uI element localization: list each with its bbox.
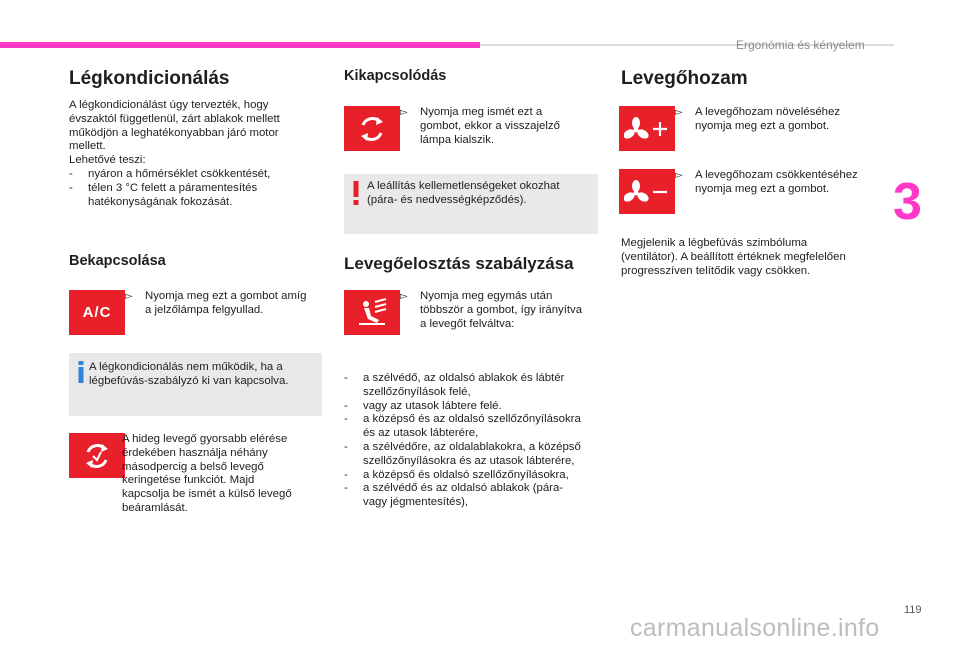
off-button[interactable] bbox=[344, 106, 400, 151]
recirculation-icon bbox=[357, 115, 387, 143]
fan-minus-icon bbox=[624, 180, 670, 204]
section-header: Ergonómia és kényelem bbox=[736, 38, 865, 52]
ac-button[interactable] bbox=[69, 290, 125, 335]
ac-instruction: ▻ Nyomja meg ezt a gombot amíg a jelzőlámpa felgyullad. bbox=[125, 290, 307, 316]
list-item: - télen 3 °C felett a páramentesítés hatékonyságának fokozását. bbox=[69, 181, 258, 208]
recirculation-button[interactable] bbox=[69, 433, 125, 478]
airflow-decrease-button[interactable] bbox=[619, 169, 675, 214]
fan-plus-icon bbox=[624, 117, 670, 141]
list-item: - a szélvédő és az oldalsó ablakok (pára- vagy jégmentesítés), bbox=[344, 482, 564, 509]
page-number: 119 bbox=[904, 604, 922, 616]
list-item: - vagy az utasok lábtere felé. bbox=[344, 399, 502, 412]
list-item: - a középső és oldalsó szellőzőnyílásokra, bbox=[344, 468, 569, 481]
warning-note: A leállítás kellemetlenségeket okozhat (pára- és nedvességképződés). bbox=[344, 174, 598, 234]
airflow-increase-button[interactable] bbox=[619, 106, 675, 151]
triangle-bullet-icon: ▻ bbox=[675, 170, 683, 181]
page-title: Légkondicionálás bbox=[69, 68, 230, 89]
triangle-bullet-icon: ▻ bbox=[675, 107, 683, 118]
recirculation-text: A hideg levegő gyorsabb elérése érdekében használja néhány másodpercig a belső levegő keringetése funkciót. Majd kapcsolja be ismét a külső levegő beáramlását. bbox=[122, 433, 292, 514]
header-accent-bar bbox=[0, 42, 480, 48]
info-note: A légkondicionálás nem működik, ha a légbefúvás-szabályzó ki van kapcsolva. bbox=[69, 353, 322, 416]
air-distribution-icon bbox=[355, 298, 389, 328]
watermark: carmanualsonline.info bbox=[630, 614, 880, 642]
distribution-instruction: ▻ Nyomja meg egymás után többször a gombot, így irányítva a levegőt felváltva: bbox=[400, 290, 583, 330]
intro-text: A légkondicionálást úgy tervezték, hogy évszaktól függetlenül, zárt ablakok mellett működjön a leghatékonyabban járó motor mellett. Lehetővé teszi: - nyáron a hőmérséklet csökkentését, - télen 3 °C felett a páramentesítés hatékonyságának fokozását. bbox=[69, 99, 319, 209]
section-title-airflow: Levegőhozam bbox=[621, 68, 748, 89]
triangle-bullet-icon: ▻ bbox=[125, 291, 133, 302]
list-item: - nyáron a hőmérséklet csökkentését, bbox=[69, 167, 271, 180]
section-title-on: Bekapcsolása bbox=[69, 253, 166, 269]
recirculation-icon bbox=[82, 442, 112, 470]
air-distribution-button[interactable] bbox=[344, 290, 400, 335]
info-icon bbox=[77, 361, 85, 383]
airflow-info-text: Megjelenik a légbefúvás szimbóluma (ventilátor). A beállított értéknek megfelelően progresszíven telítődik vagy csökken. bbox=[621, 237, 846, 277]
section-title-off: Kikapcsolódás bbox=[344, 68, 447, 84]
ac-button-label: A/C bbox=[82, 304, 112, 321]
triangle-bullet-icon: ▻ bbox=[400, 107, 408, 118]
off-instruction: ▻ Nyomja meg ismét ezt a gombot, ekkor a visszajelző lámpa kialszik. bbox=[400, 106, 560, 146]
list-item: - a szélvédőre, az oldalablakokra, a középső szellőzőnyílásokra és az utasok lábterére, bbox=[344, 440, 581, 467]
chapter-number: 3 bbox=[893, 173, 922, 231]
section-title-distribution: Levegőelosztás szabályzása bbox=[344, 254, 574, 273]
triangle-bullet-icon: ▻ bbox=[400, 291, 408, 302]
list-item: - a szélvédő, az oldalsó ablakok és lábtér szellőzőnyílások felé, bbox=[344, 372, 565, 398]
distribution-list bbox=[344, 372, 609, 510]
airflow-increase-text: ▻ A levegőhozam növeléséhez nyomja meg ezt a gombot. bbox=[675, 106, 841, 132]
airflow-decrease-text: ▻ A levegőhozam csökkentéséhez nyomja meg ezt a gombot. bbox=[675, 169, 858, 195]
warning-icon bbox=[353, 181, 359, 205]
list-item: - a középső és az oldalsó szellőzőnyílásokra és az utasok lábterére, bbox=[344, 413, 581, 440]
